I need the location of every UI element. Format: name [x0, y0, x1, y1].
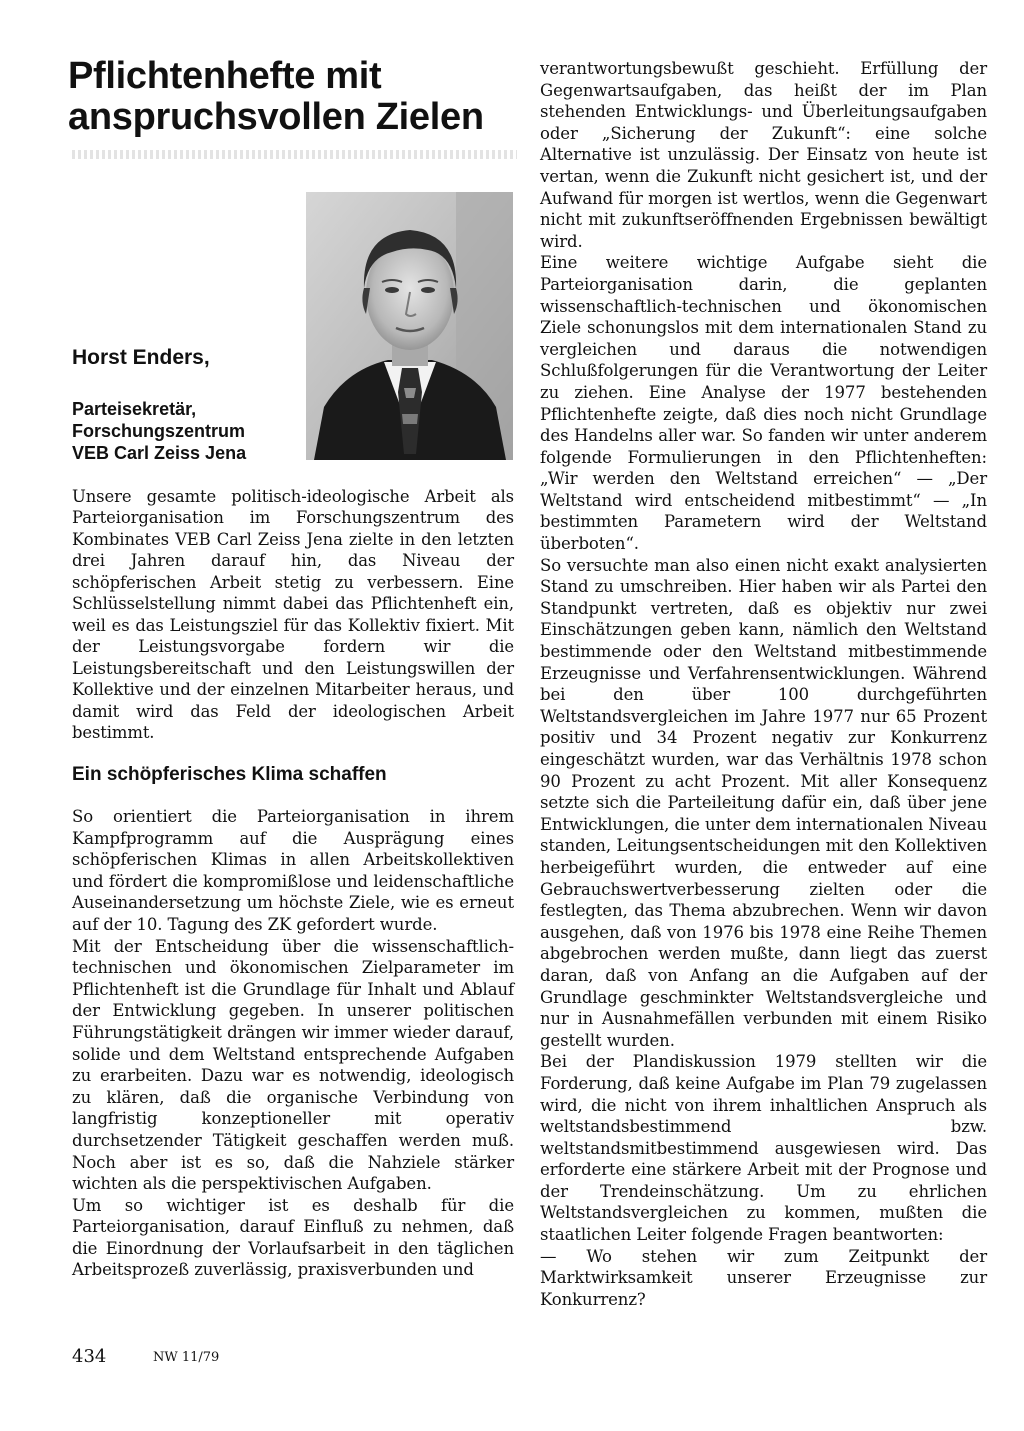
title-divider: [72, 150, 517, 159]
author-portrait: [306, 192, 513, 460]
body-paragraph: — Wo stehen wir zum Zeitpunkt der Marktwirksamkeit unserer Erzeugnisse zur Konkurrenz?: [540, 1246, 987, 1309]
left-body-column: [72, 806, 514, 1281]
author-role-line: Forschungszentrum: [72, 421, 246, 441]
body-paragraph: Mit der Entscheidung über die wissenschaftlich-technischen und ökonomischen Zielparameter im Pflichtenheft ist die Grundlage für Inhalt und Ablauf der Entwicklung gegeben. In unserer politischen Führungstätigkeit drängen wir immer wieder darauf, solide und dem Weltstand entsprechende Aufgaben zu erarbeiten. Dazu war es notwendig, ideologisch zu klären, daß die organische Verbindung von langfristig konzeptioneller mit operativ durchsetzender Tätigkeit geschaffen werden muß. Noch aber ist es so, daß die Nahziele stärker wichten als die perspektivischen Aufgaben.: [72, 936, 514, 1194]
author-role: [72, 398, 302, 464]
body-paragraph: Um so wichtiger ist es deshalb für die Parteiorganisation, darauf Einfluß zu nehmen, daß die Einordnung der Vorlaufsarbeit in den täglichen Arbeitsprozeß zuverlässig, praxisverbunden und: [72, 1195, 514, 1280]
body-paragraph: Eine weitere wichtige Aufgabe sieht die Parteiorganisation darin, die geplanten wissenschaftlich-technischen und ökonomischen Ziele schonungslos mit dem internationalen Stand zu vergleichen und daraus die notwendigen Schlußfolgerungen für die Verantwortung der Leiter zu ziehen. Eine Analyse der 1977 bestehenden Pflichtenhefte zeigte, daß dies noch nicht Grundlage des Handelns aller war. So fanden wir unter anderem folgende Formulierungen in den Pflichtenheften: „Wir werden den Weltstand erreichen“ — „Der Weltstand wird entscheidend mitbestimmt“ — „In bestimmten Parametern wird der Weltstand überboten“.: [540, 253, 987, 554]
issue-label: NW 11/79: [153, 1350, 220, 1365]
author-role-line: Parteisekretär,: [72, 399, 197, 419]
right-body-column: [540, 58, 987, 1310]
intro-column: [72, 486, 514, 744]
body-paragraph: So versuchte man also einen nicht exakt analysierten Stand zu umschreiben. Hier haben wir als Partei den Standpunkt vertreten, daß es objektiv nur zwei Einschätzungen geben kann, nämlich den Weltstand bestimmende oder den Weltstand mitbestimmende Erzeugnisse und Verfahrensentwicklungen. Während bei den über 100 durchgeführten Weltstandsvergleichen im Jahre 1977 nur 65 Prozent positiv und 34 Prozent negativ zur Konkurrenz eingeschätzt wurden, war das Verhältnis 1978 schon 90 Prozent zu acht Prozent. Mit aller Konsequenz setzte sich die Parteileitung dafür ein, daß über jene Entwicklungen, die unter dem internationalen Niveau standen, Leitungsentscheidungen mit den Kollektiven herbeigeführt wurden, die entweder auf eine Gebrauchswertverbesserung zielten oder die festlegten, das Thema abzubrechen. Wenn wir davon ausgehen, daß von 1976 bis 1978 eine Reihe Themen abgebrochen werden mußte, dann liegt das zuerst daran, daß von Anfang an die Aufgaben auf der Grundlage geschminkter Weltstandsvergleiche und nur in Ausnahmefällen verbunden mit einem Risiko gestellt wurden.: [540, 555, 987, 1050]
article-title: Pflichtenhefte mit anspruchsvollen Zielen: [68, 55, 484, 138]
body-paragraph: So orientiert die Parteiorganisation in ihrem Kampfprogramm auf die Ausprägung eines schöpferischen Klimas in allen Arbeitskollektiven und fördert die kompromißlose und leidenschaftliche Auseinandersetzung um höchste Ziele, wie es erneut auf der 10. Tagung des ZK gefordert wurde.: [72, 807, 514, 934]
author-role-line: VEB Carl Zeiss Jena: [72, 443, 247, 463]
intro-paragraph: Unsere gesamte politisch-ideologische Arbeit als Parteiorganisation im Forschungszentrum des Kombinates VEB Carl Zeiss Jena zielte in den letzten drei Jahren darauf hin, das Niveau der schöpferischen Arbeit stetig zu verbessern. Eine Schlüsselstellung nimmt dabei das Pflichtenheft ein, weil es das Leistungsziel für das Kollektiv fixiert. Mit der Leistungsvorgabe fordern wir die Leistungsbereitschaft und den Leistungswillen der Kollektive und der einzelnen Mitarbeiter heraus, und damit wird das Feld der ideologischen Arbeit bestimmt.: [72, 487, 514, 743]
body-paragraph: Bei der Plandiskussion 1979 stellten wir die Forderung, daß keine Aufgabe im Plan 79 zugelassen wird, die nicht von ihrem inhaltlichen Anspruch als weltstandsbestimmend bzw. weltstandsmitbestimmend ausgewiesen wird. Das erforderte eine stärkere Arbeit mit der Prognose und der Trendeinschätzung. Um zu ehrlichen Weltstandsvergleichen zu kommen, mußten die staatlichen Leiter folgende Fragen beantworten:: [540, 1052, 987, 1245]
body-paragraph: verantwortungsbewußt geschieht. Erfüllung der Gegenwartsaufgaben, das heißt der im Plan stehenden Entwicklungs- und Überleitungsaufgaben oder „Sicherung der Zukunft“: eine solche Alternative ist unzulässig. Der Einsatz von heute ist vertan, wenn die Zukunft nicht gesichert ist, und der Aufwand für morgen ist wertlos, wenn die Gegenwart nicht mit zukunftseröffnenden Ergebnissen bewältigt wird.: [540, 59, 987, 251]
section-subheading: Ein schöpferisches Klima schaffen: [72, 764, 387, 785]
author-name: Horst Enders,: [72, 346, 210, 369]
page-number: 434: [72, 1346, 107, 1367]
